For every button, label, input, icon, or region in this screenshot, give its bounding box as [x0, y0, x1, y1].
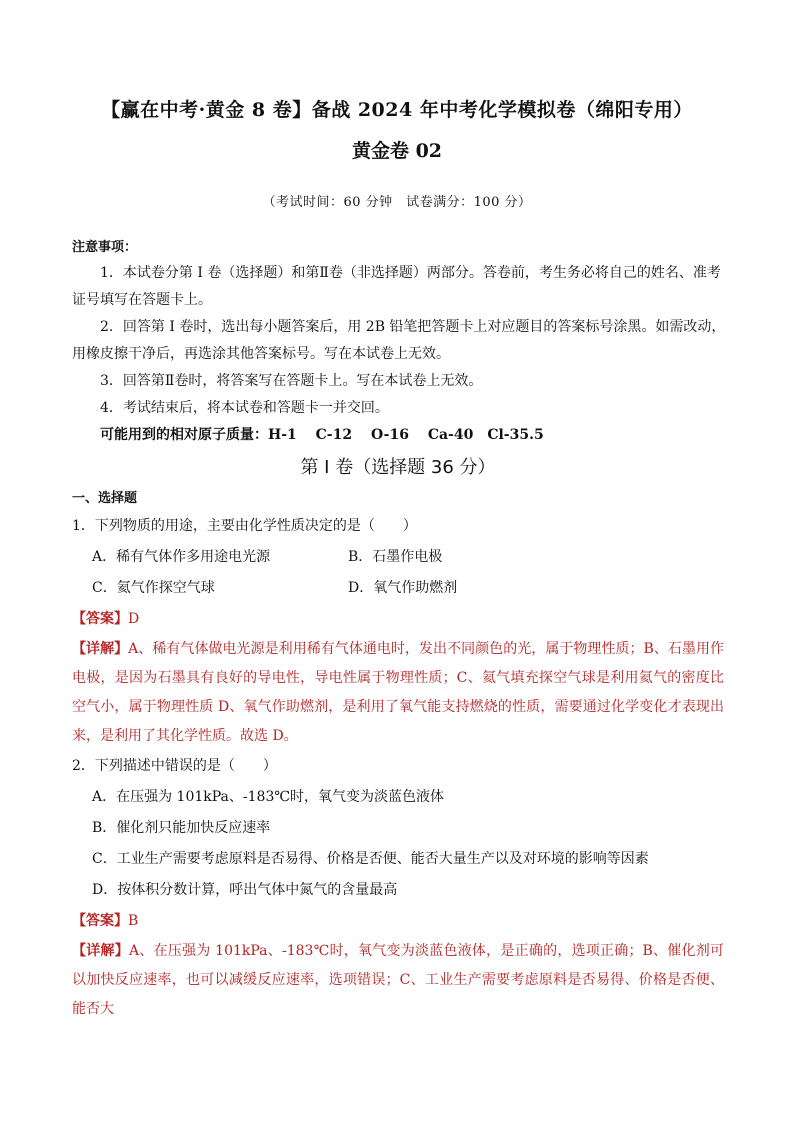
option-row: [72, 875, 724, 906]
answer-line: [72, 604, 724, 635]
note-line: 4．考试结束后，将本试卷和答题卡一并交回。: [100, 400, 389, 416]
answer-value: B: [128, 913, 139, 929]
option-row: [72, 542, 724, 573]
question-stem: 1．下列物质的用途，主要由化学性质决定的是（ ）: [72, 518, 417, 534]
answer-tag: 【答案】: [72, 913, 128, 929]
note-line: 用橡皮擦干净后，再选涂其他答案标号。写在本试卷上无效。: [72, 346, 450, 362]
exam-content: [72, 236, 724, 1024]
detail-text: A、稀有气体做电光源是利用稀有气体通电时，发出不同颜色的光，属于物理性质；B、石墨用作电极，是因为石墨具有良好的导电性，导电性属于物理性质；C、氦气填充探空气球是利用氦气的密度比空气小，属于物理性质 D、氧气作助燃剂，是利用了氧气能支持燃烧的性质，需要通过化学变化才表现出来，是利用了其化学性质。故选 D。: [72, 641, 725, 744]
option-row: [72, 813, 724, 844]
exam-title: 【赢在中考·黄金 8 卷】备战 2024 年中考化学模拟卷（绵阳专用）: [101, 99, 693, 121]
detail-block: [72, 937, 724, 1024]
option-b: B．石墨作电极: [348, 549, 443, 565]
option-row: [72, 844, 724, 875]
section-title: 第 I 卷（选择题 36 分）: [300, 457, 496, 478]
option-c: C．氦气作探空气球: [92, 580, 215, 596]
option-a: A．在压强为 101kPa、-183℃时，氧气变为淡蓝色液体: [92, 789, 445, 805]
option-d: D．按体积分数计算，呼出气体中氮气的含量最高: [92, 882, 398, 898]
detail-tag: 【详解】: [72, 943, 129, 959]
answer-tag: 【答案】: [72, 611, 128, 627]
option-row: [72, 573, 724, 604]
note-line: 2．回答第 I 卷时，选出每小题答案后，用 2B 铅笔把答题卡上对应题目的答案标号涂黑。如需改动，: [100, 319, 726, 335]
detail-block: [72, 635, 724, 751]
section-part: 一、选择题: [72, 491, 138, 506]
question-stem: 2．下列描述中错误的是（ ）: [72, 758, 277, 774]
note-line: 证号填写在答题卡上。: [72, 292, 212, 308]
answer-value: D: [128, 611, 140, 627]
option-row: [72, 782, 724, 813]
detail-text: A、在压强为 101kPa、-183℃时，氧气变为淡蓝色液体，是正确的，选项正确；B、催化剂可以加快反应速率，也可以减缓反应速率，选项错误；C、工业生产需要考虑原料是否易得、价格是否便、能否大: [72, 943, 724, 1017]
note-line: 1．本试卷分第 I 卷（选择题）和第Ⅱ卷（非选择题）两部分。答卷前，考生务必将自己的姓名、准考: [100, 265, 721, 281]
option-a: A．稀有气体作多用途电光源: [92, 549, 271, 565]
option-b: B．催化剂只能加快反应速率: [92, 820, 271, 836]
option-c: C．工业生产需要考虑原料是否易得、价格是否便、能否大量生产以及对环境的影响等因素: [92, 851, 649, 867]
detail-tag: 【详解】: [72, 641, 129, 657]
exam-subtitle: 黄金卷 02: [351, 140, 443, 162]
notes-heading: 注意事项：: [72, 240, 138, 255]
note-line: 3．回答第Ⅱ卷时，将答案写在答题卡上。写在本试卷上无效。: [100, 373, 483, 389]
atomic-mass-line: 可能用到的相对原子质量：H-1 C-12 O-16 Ca-40 Cl-35.5: [100, 427, 544, 443]
exam-meta: （考试时间：60 分钟 试卷满分：100 分）: [262, 195, 532, 210]
answer-line: [72, 906, 724, 937]
option-d: D．氧气作助燃剂: [348, 580, 458, 596]
